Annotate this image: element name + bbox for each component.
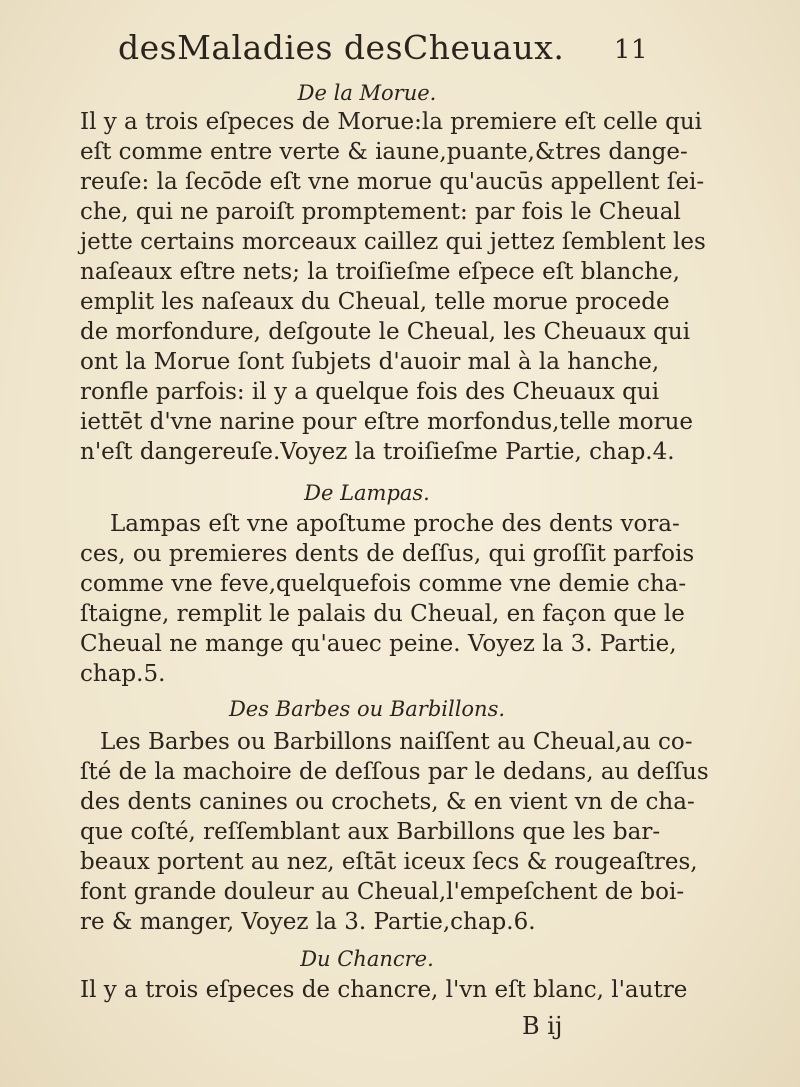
signature-mark: B ij [522,1012,563,1040]
section-heading-barbes: Des Barbes ou Barbillons. [228,697,506,721]
text-line: ſté de la machoire de deſſous par le dedans, au deſſus [80,759,709,785]
running-title: desMaladies desCheuaux. [118,28,565,67]
text-line: jette certains morceaux caillez qui jettez ſemblent les [80,229,706,255]
text-line: emplit les naſeaux du Cheual, telle morue procede [80,289,670,315]
text-line: che, qui ne paroiſt promptement: par fois le Cheual [80,199,681,225]
text-line: ſtaigne, remplit le palais du Cheual, en façon que le [80,601,685,627]
section-heading-chancre: Du Chancre. [300,947,434,971]
text-line: font grande douleur au Cheual,l'empeſchent de boi- [80,879,685,905]
text-line: Il y a trois eſpeces de chancre, l'vn eſt blanc, l'autre [80,977,688,1003]
text-line: chap.5. [80,661,166,687]
text-line: de morfondure, deſgoute le Cheual, les Cheuaux qui [80,319,691,345]
text-line: Les Barbes ou Barbillons naiſſent au Cheual,au co- [100,729,693,755]
text-line: beaux portent au nez, eſtāt iceux ſecs & rougeaſtres, [80,849,698,875]
text-line: eſt comme entre verte & iaune,puante,&tres dange- [80,139,688,165]
section-heading-lampas: De Lampas. [304,481,430,505]
section-heading-morue: De la Morue. [297,81,437,105]
text-line: ronfle parfois: il y a quelque fois des Cheuaux qui [80,379,660,405]
text-line: Lampas eſt vne apoſtume proche des dents vora- [110,511,680,537]
text-line: des dents canines ou crochets, & en vient vn de cha- [80,789,695,815]
text-line: naſeaux eſtre nets; la troiſieſme eſpece eſt blanche, [80,259,680,285]
text-line: ces, ou premieres dents de deſſus, qui groſſit parfois [80,541,695,567]
text-line: Cheual ne mange qu'auec peine. Voyez la 3. Partie, [80,631,677,657]
text-line: comme vne feve,quelquefois comme vne demie cha- [80,571,687,597]
text-line: iettēt d'vne narine pour eſtre morfondus,telle morue [80,409,694,435]
text-line: re & manger, Voyez la 3. Partie,chap.6. [80,909,536,935]
text-line: reuſe: la ſecōde eſt vne morue qu'aucūs appellent ſei- [80,169,705,195]
text-line: que coſté, reſſemblant aux Barbillons que les bar- [80,819,661,845]
text-line: ont la Morue ſont ſubjets d'auoir mal à la hanche, [80,349,660,375]
text-line: Il y a trois eſpeces de Morue:la premiere eſt celle qui [80,109,703,135]
page-number: 11 [613,35,648,65]
text-line: n'eſt dangereuſe.Voyez la troiſieſme Partie, chap.4. [80,439,675,465]
